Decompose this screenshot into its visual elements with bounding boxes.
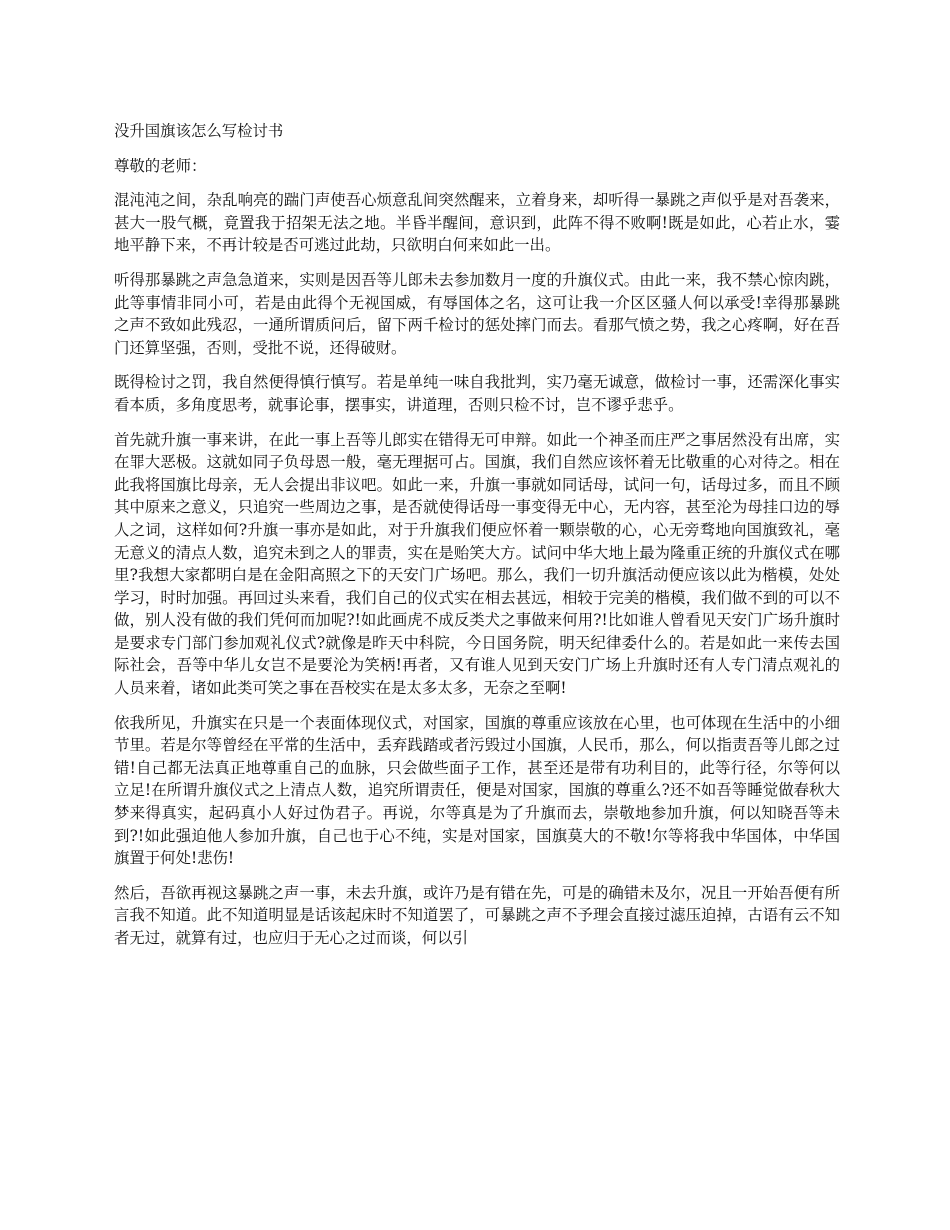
document-title: 没升国旗该怎么写检讨书 (114, 122, 284, 140)
body-paragraph: 既得检讨之罚，我自然便得慎行慎写。若是单纯一味自我批判，实乃毫无诚意，做检讨一事，还需深化事实看本质，多角度思考，就事论事，摆事实，讲道理，否则只检不讨，岂不谬乎悲乎。 (114, 373, 840, 414)
body-paragraph: 听得那暴跳之声急急道来，实则是因吾等儿郎未去参加数月一度的升旗仪式。由此一来，我不禁心惊肉跳，此等事情非同小可，若是由此得个无视国威，有辱国体之名，这可让我一介区区骚人何以承受!幸得那暴跳之声不致如此残忍，一通所谓质问后，留下两千检讨的惩处摔门而去。看那气愤之势，我之心疼啊，好在吾门还算坚强，否则，受批不说，还得破财。 (114, 270, 840, 357)
document-page (114, 120, 840, 962)
body-paragraph: 首先就升旗一事来讲，在此一事上吾等儿郎实在错得无可申辩。如此一个神圣而庄严之事居然没有出席，实在罪大恶极。这就如同子负母恩一般，毫无理据可占。国旗，我们自然应该怀着无比敬重的心对待之。相在此我将国旗比母亲，无人会提出非议吧。如此一来，升旗一事就如同话母，试问一句，话母过多，而且不顾其中原来之意义，只追究一些周边之事，是否就使得话母一事变得无中心，无内容，甚至沦为母挂口边的辱人之词，这样如何?升旗一事亦是如此，对于升旗我们便应怀着一颗崇敬的心，心无旁骛地向国旗致礼，毫无意义的清点人数，追究未到之人的罪责，实在是贻笑大方。试问中华大地上最为隆重正统的升旗仪式在哪里?我想大家都明白是在金阳高照之下的天安门广场吧。那么，我们一切升旗活动便应该以此为楷模，处处学习，时时加强。再回过头来看，我们自己的仪式实在相去甚远，相较于完美的楷模，我们做不到的可以不做，别人没有做的我们凭何而加呢?!如此画虎不成反类犬之事做来何用?!比如谁人曾看见天安门广场升旗时是要求专门部门参加观礼仪式?就像是昨天中科院，今日国务院，明天纪律委什么的。若是如此一来传去国际社会，吾等中华儿女岂不是要沦为笑柄!再者，又有谁人见到天安门广场上升旗时还有人专门清点观礼的人员来着，诸如此类可笑之事在吾校实在是太多太多，无奈之至啊! (114, 430, 840, 698)
salutation: 尊敬的老师： (114, 156, 207, 175)
body-paragraph: 依我所见，升旗实在只是一个表面体现仪式，对国家，国旗的尊重应该放在心里，也可体现在生活中的小细节里。若是尔等曾经在平常的生活中，丢弃践踏或者污毁过小国旗，人民币，那么，何以指责吾等儿郎之过错!自己都无法真正地尊重自己的血脉，只会做些面子工作，甚至还是带有功利目的，此等行径，尔等何以立足!在所谓升旗仪式之上清点人数，追究所谓责任，便是对国家，国旗的尊重么?还不如吾等睡觉做春秋大梦来得真实，起码真小人好过伪君子。再说，尔等真是为了升旗而去，崇敬地参加升旗，何以知晓吾等未到?!如此强迫他人参加升旗，自己也于心不纯，实是对国家，国旗莫大的不敬!尔等将我中华国体，中华国旗置于何处!悲伤! (114, 713, 840, 868)
body-paragraph: 混沌沌之间，杂乱响亮的踹门声使吾心烦意乱间突然醒来，立着身来，却听得一暴跳之声似乎是对吾袭来，甚大一股气概，竟置我于招架无法之地。半昏半醒间，意识到，此阵不得不败啊!既是如此，心若止水，霎地平静下来，不再计较是否可逃过此劫，只欲明白何来如此一出。 (114, 191, 840, 255)
body-paragraph: 然后，吾欲再视这暴跳之声一事，未去升旗，或许乃是有错在先，可是的确错未及尔，况且一开始吾便有所言我不知道。此不知道明显是话该起床时不知道罢了，可暴跳之声不予理会直接过滤压迫掉，古语有云不知者无过，就算有过，也应归于无心之过而谈，何以引 (114, 883, 840, 947)
